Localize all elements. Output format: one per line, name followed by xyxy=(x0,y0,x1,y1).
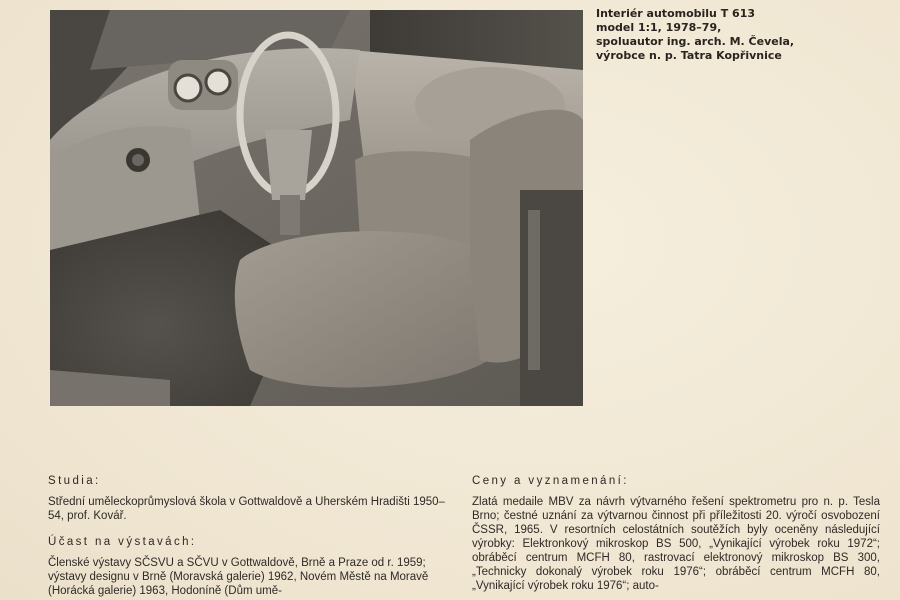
car-interior-illustration xyxy=(50,10,583,406)
studia-text: Střední uměleckoprůmyslová škola v Gottwaldově a Uherském Hradišti 1950–54, prof. Kovář. xyxy=(48,496,445,522)
car-interior-photo xyxy=(50,10,583,406)
caption-line: spoluautor ing. arch. M. Čevela, xyxy=(596,35,795,48)
caption-line: model 1:1, 1978–79, xyxy=(596,21,722,34)
ceny-heading: Ceny a vyznamenání: xyxy=(472,475,629,487)
right-column xyxy=(472,474,880,593)
ucast-heading: Účast na výstavách: xyxy=(48,536,197,548)
caption-line: výrobce n. p. Tatra Kopřivnice xyxy=(596,49,782,62)
ceny-text: Zlatá medaile MBV za návrh výtvarného řešení spektrometru pro n. p. Tesla Brno; čestné uznání za výtvarnou činnost při příležitosti 20. výročí osvobození ČSSR, 1965. V resortních celostátních soutěžích byly oceněny následující výrobky: Elektronkový mikroskop BS 500, „Vynikající výrobek roku 1972“; obráběcí centrum MCFH 80, rastrovací elektronový mikroskop BS 300, „Technicky dokonalý výrobek roku 1976“; obráběcí centrum MCFH 80, „Vynikající výrobek roku 1976“; auto- xyxy=(472,496,880,592)
ucast-text: Členské výstavy SČSVU a SČVU v Gottwaldově, Brně a Praze od r. 1959; výstavy designu v Brně (Moravská galerie) 1962, Novém Městě na Moravě (Horácká galerie) 1963, Hodoníně (Dům umě- xyxy=(48,557,429,597)
left-column xyxy=(48,474,458,598)
studia-heading: Studia: xyxy=(48,475,101,487)
caption-line: Interiér automobilu T 613 xyxy=(596,7,756,20)
photo-caption xyxy=(596,7,856,63)
